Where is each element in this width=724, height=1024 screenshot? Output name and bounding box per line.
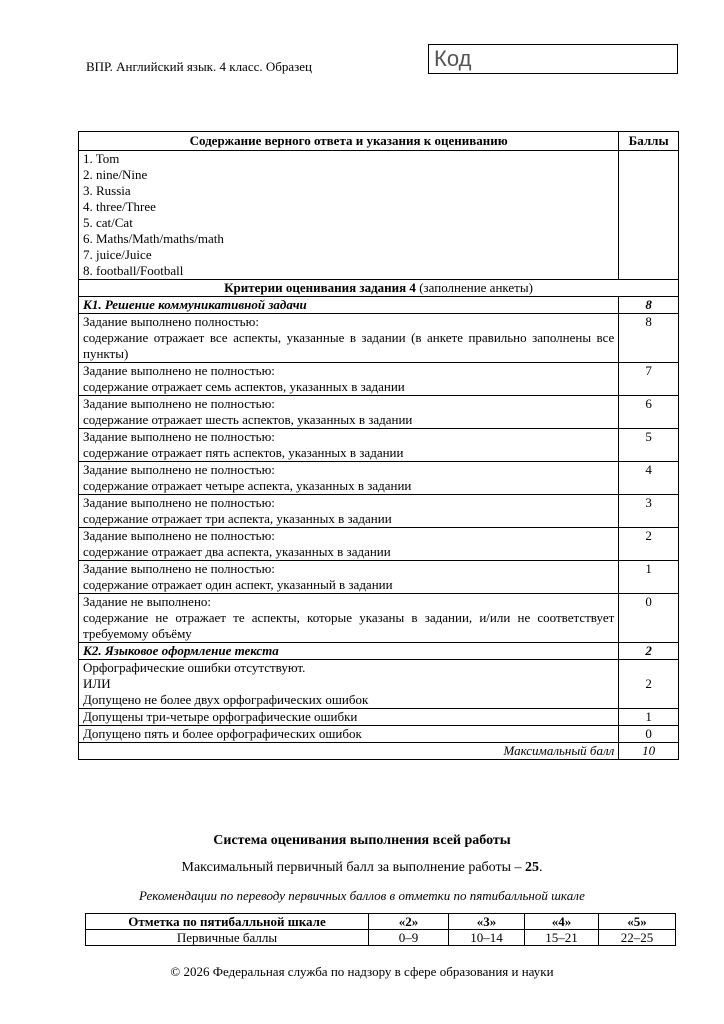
criterion-cell bbox=[79, 462, 619, 495]
criterion-points: 1 bbox=[619, 709, 679, 726]
grade-header-cell: «5» bbox=[599, 914, 676, 930]
table-row bbox=[79, 462, 679, 495]
criterion-line: Допущено не более двух орфографических ошибок bbox=[83, 692, 369, 707]
table-row bbox=[79, 528, 679, 561]
k2-points: 2 bbox=[619, 643, 679, 660]
criterion-points: 3 bbox=[619, 495, 679, 528]
recommendation-text: Рекомендации по переводу первичных баллов в отметки по пятибалльной шкале bbox=[139, 888, 585, 903]
max-primary-end: . bbox=[539, 860, 543, 875]
criterion-detail: содержание отражает четыре аспекта, указанных в задании bbox=[83, 478, 412, 493]
grade-cell: 0–9 bbox=[369, 930, 449, 946]
max-score-label: Максимальный балл bbox=[79, 743, 619, 760]
criteria-title bbox=[79, 280, 679, 297]
grading-criteria-table bbox=[78, 131, 679, 760]
code-field: Код bbox=[428, 44, 678, 74]
copyright-footer: © 2026 Федеральная служба по надзору в сфере образования и науки bbox=[170, 964, 554, 979]
max-primary-value: 25 bbox=[525, 860, 539, 875]
grade-header-cell: Отметка по пятибалльной шкале bbox=[86, 914, 369, 930]
max-score-row bbox=[79, 743, 679, 760]
criterion-detail: содержание не отражает те аспекты, которые указаны в задании, и/или не соответствует требуемому объёму bbox=[83, 610, 615, 641]
max-primary-text: Максимальный первичный балл за выполнение работы – bbox=[181, 860, 525, 875]
criterion-cell bbox=[79, 495, 619, 528]
criterion-status: Задание выполнено не полностью: bbox=[83, 363, 275, 378]
criteria-title-bold: Критерии оценивания задания 4 bbox=[224, 280, 416, 295]
table-row bbox=[79, 709, 679, 726]
criterion-status: Задание выполнено не полностью: bbox=[83, 528, 275, 543]
table-row bbox=[79, 429, 679, 462]
answer-item: 5. cat/Cat bbox=[83, 215, 133, 230]
criterion-points: 2 bbox=[619, 660, 679, 709]
criterion-detail: содержание отражает все аспекты, указанные в задании (в анкете правильно заполнены все пункты) bbox=[83, 330, 615, 361]
criterion-cell bbox=[79, 660, 619, 709]
table-row bbox=[79, 726, 679, 743]
answer-item: 2. nine/Nine bbox=[83, 167, 148, 182]
criterion-line: ИЛИ bbox=[83, 676, 111, 691]
table-row bbox=[79, 495, 679, 528]
answer-item: 1. Tom bbox=[83, 151, 120, 166]
max-primary-score bbox=[0, 860, 724, 876]
document-header-title: ВПР. Английский язык. 4 класс. Образец bbox=[86, 59, 312, 74]
criterion-cell bbox=[79, 396, 619, 429]
system-title: Система оценивания выполнения всей работы bbox=[213, 833, 511, 848]
answer-item: 7. juice/Juice bbox=[83, 247, 152, 262]
criterion-points: 7 bbox=[619, 363, 679, 396]
criterion-points: 4 bbox=[619, 462, 679, 495]
grade-header-row bbox=[86, 914, 676, 930]
criterion-points: 6 bbox=[619, 396, 679, 429]
answer-item: 3. Russia bbox=[83, 183, 131, 198]
table-row bbox=[79, 396, 679, 429]
criterion-detail: содержание отражает один аспект, указанный в задании bbox=[83, 577, 393, 592]
grade-values-row bbox=[86, 930, 676, 946]
answer-key-list bbox=[79, 151, 619, 280]
criterion-status: Задание выполнено не полностью: bbox=[83, 396, 275, 411]
table-row bbox=[79, 363, 679, 396]
criterion-cell bbox=[79, 594, 619, 643]
table-row bbox=[79, 561, 679, 594]
table-header-row bbox=[79, 132, 679, 151]
table-row bbox=[79, 660, 679, 709]
criterion-cell: Допущено пять и более орфографических ошибок bbox=[79, 726, 619, 743]
criterion-detail: содержание отражает шесть аспектов, указанных в задании bbox=[83, 412, 413, 427]
criterion-cell bbox=[79, 314, 619, 363]
criteria-title-row bbox=[79, 280, 679, 297]
criterion-points: 8 bbox=[619, 314, 679, 363]
criterion-status: Задание не выполнено: bbox=[83, 594, 212, 609]
grade-cell: 10–14 bbox=[449, 930, 525, 946]
criterion-points: 0 bbox=[619, 726, 679, 743]
table-row bbox=[79, 594, 679, 643]
table-row bbox=[79, 314, 679, 363]
criterion-points: 5 bbox=[619, 429, 679, 462]
grade-conversion-table bbox=[85, 913, 676, 946]
grade-header-cell: «2» bbox=[369, 914, 449, 930]
criterion-status: Задание выполнено не полностью: bbox=[83, 429, 275, 444]
criterion-points: 2 bbox=[619, 528, 679, 561]
max-score-value: 10 bbox=[619, 743, 679, 760]
grade-cell: 22–25 bbox=[599, 930, 676, 946]
k1-heading-row bbox=[79, 297, 679, 314]
criterion-line: Орфографические ошибки отсутствуют. bbox=[83, 660, 306, 675]
column-header-content: Содержание верного ответа и указания к оцениванию bbox=[79, 132, 619, 151]
k2-heading-row bbox=[79, 643, 679, 660]
criterion-status: Задание выполнено полностью: bbox=[83, 314, 259, 329]
criterion-points: 1 bbox=[619, 561, 679, 594]
k1-points: 8 bbox=[619, 297, 679, 314]
criterion-cell bbox=[79, 528, 619, 561]
answer-item: 6. Maths/Math/maths/math bbox=[83, 231, 224, 246]
k2-title: К2. Языковое оформление текста bbox=[79, 643, 619, 660]
criterion-cell bbox=[79, 429, 619, 462]
criterion-detail: содержание отражает два аспекта, указанных в задании bbox=[83, 544, 391, 559]
column-header-points: Баллы bbox=[619, 132, 679, 151]
grade-header-cell: «3» bbox=[449, 914, 525, 930]
criterion-status: Задание выполнено не полностью: bbox=[83, 495, 275, 510]
criterion-status: Задание выполнено не полностью: bbox=[83, 462, 275, 477]
criterion-cell: Допущены три-четыре орфографические ошибки bbox=[79, 709, 619, 726]
criterion-points: 0 bbox=[619, 594, 679, 643]
criteria-title-rest: (заполнение анкеты) bbox=[415, 280, 533, 295]
criterion-detail: содержание отражает семь аспектов, указанных в задании bbox=[83, 379, 405, 394]
answer-item: 4. three/Three bbox=[83, 199, 156, 214]
criterion-detail: содержание отражает три аспекта, указанных в задании bbox=[83, 511, 392, 526]
answers-row bbox=[79, 151, 679, 280]
answers-points-cell bbox=[619, 151, 679, 280]
grade-header-cell: «4» bbox=[525, 914, 599, 930]
grade-cell: 15–21 bbox=[525, 930, 599, 946]
criterion-detail: содержание отражает пять аспектов, указанных в задании bbox=[83, 445, 404, 460]
grade-cell: Первичные баллы bbox=[86, 930, 369, 946]
answer-item: 8. football/Football bbox=[83, 263, 184, 278]
criterion-status: Задание выполнено не полностью: bbox=[83, 561, 275, 576]
criterion-cell bbox=[79, 363, 619, 396]
criterion-cell bbox=[79, 561, 619, 594]
k1-title: К1. Решение коммуникативной задачи bbox=[79, 297, 619, 314]
